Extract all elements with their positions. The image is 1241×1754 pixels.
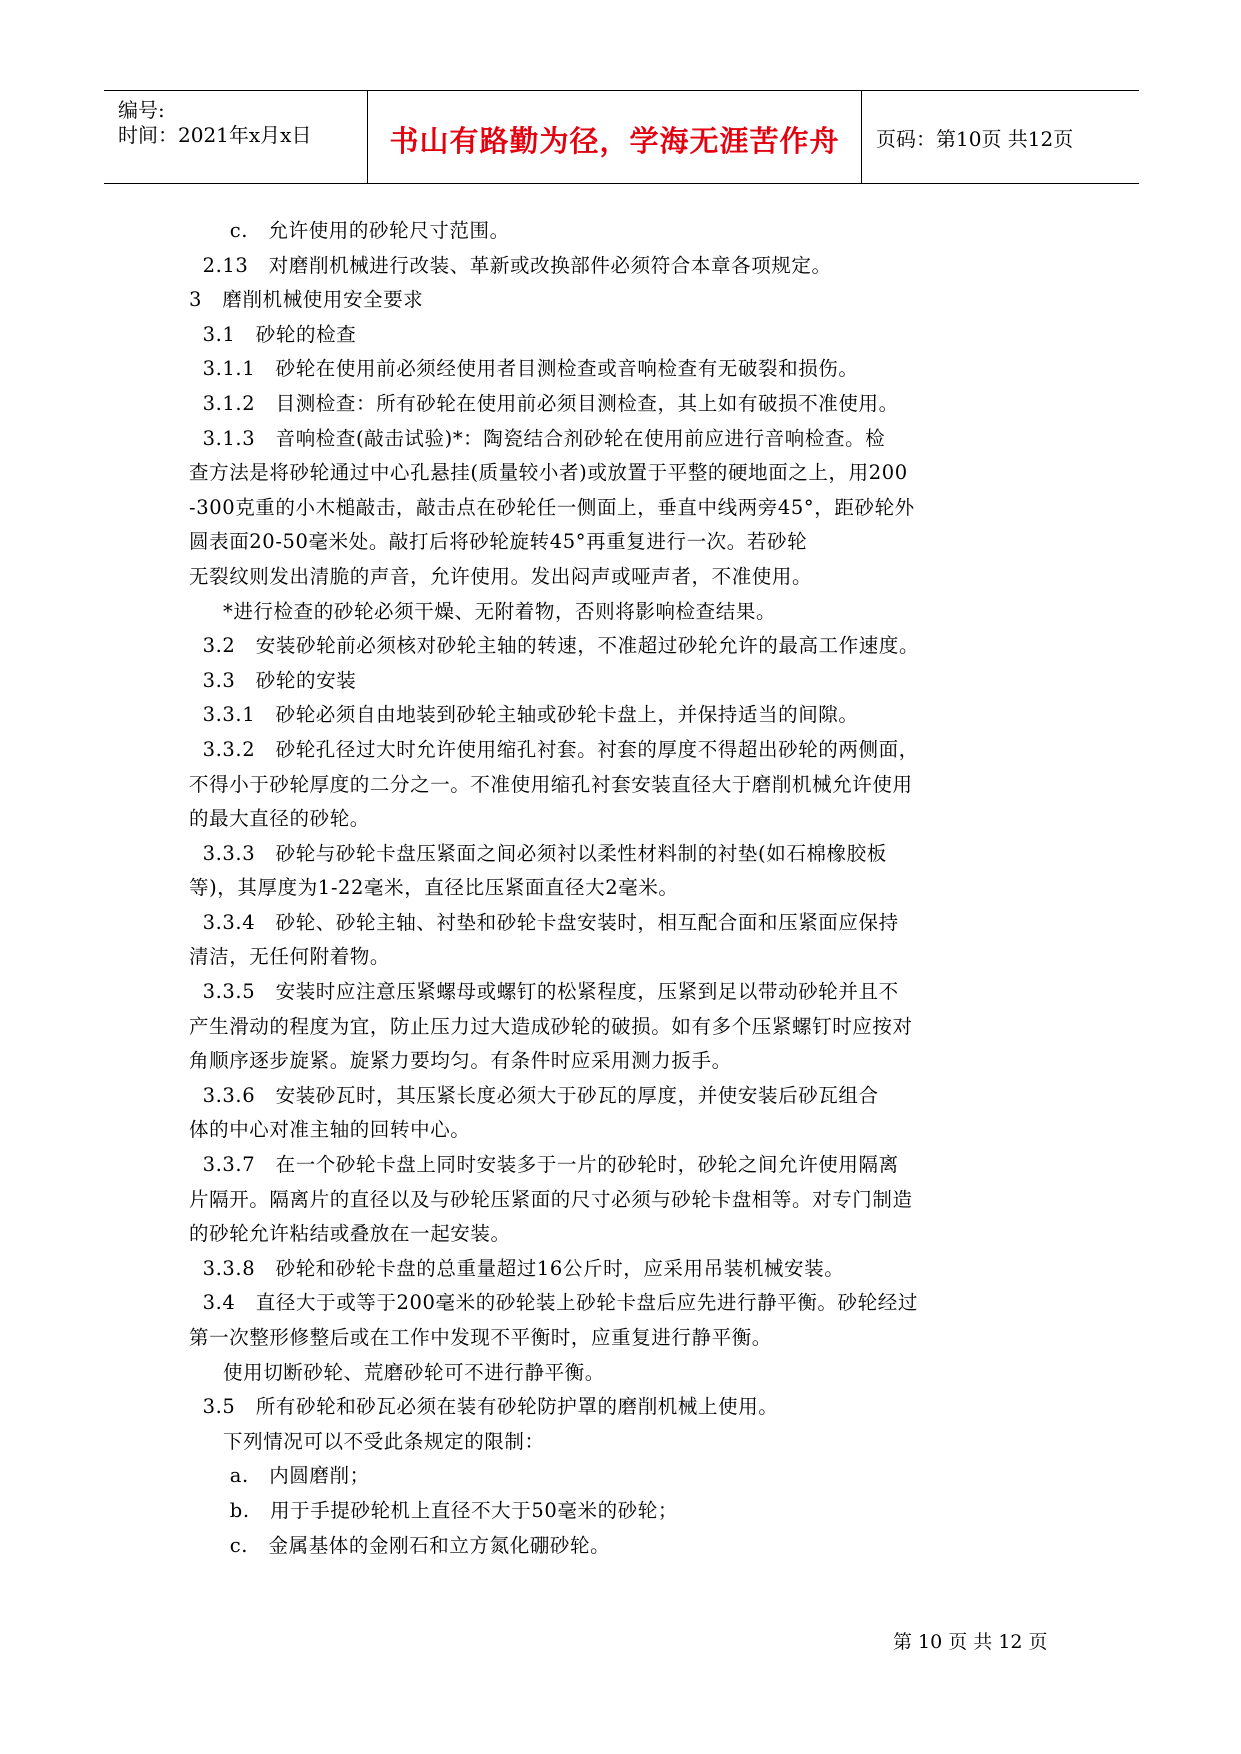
header-middle-cell (368, 91, 862, 183)
body-line: 3.2 安装砂轮前必须核对砂轮主轴的转速，不准超过砂轮允许的最高工作速度。 (189, 634, 920, 658)
body-line: 不得小于砂轮厚度的二分之一。不准使用缩孔衬套安装直径大于磨削机械允许使用 (189, 772, 913, 796)
body-line: 下列情况可以不受此条规定的限制： (189, 1429, 545, 1453)
body-line: c. 允许使用的砂轮尺寸范围。 (189, 219, 510, 242)
body-line: 角顺序逐步旋紧。旋紧力要均匀。有条件时应采用测力扳手。 (189, 1049, 732, 1073)
page-footer: 第 10 页 共 12 页 (893, 1631, 1048, 1653)
body-line: c. 金属基体的金刚石和立方氮化硼砂轮。 (189, 1533, 611, 1557)
body-line: 3.3.8 砂轮和砂轮卡盘的总重量超过16公斤时，应采用吊装机械安装。 (189, 1256, 845, 1280)
body-line: 3.3.3 砂轮与砂轮卡盘压紧面之间必须衬以柔性材料制的衬垫(如石棉橡胶板 (189, 841, 887, 865)
body-line: 片隔开。隔离片的直径以及与砂轮压紧面的尺寸必须与砂轮卡盘相等。对专门制造 (189, 1187, 913, 1211)
body-line: 3.5 所有砂轮和砂瓦必须在装有砂轮防护罩的磨削机械上使用。 (189, 1395, 779, 1419)
body-line: 3.3 砂轮的安装 (189, 668, 357, 692)
body-line: 3.3.1 砂轮必须自由地装到砂轮主轴或砂轮卡盘上，并保持适当的间隙。 (189, 703, 859, 727)
body-line: 使用切断砂轮、荒磨砂轮可不进行静平衡。 (189, 1360, 605, 1384)
document-body (189, 214, 989, 1563)
body-line: 3.3.6 安装砂瓦时，其压紧长度必须大于砂瓦的厚度，并使安装后砂瓦组合 (189, 1083, 879, 1107)
body-line: 产生滑动的程度为宜，防止压力过大造成砂轮的破损。如有多个压紧螺钉时应按对 (189, 1014, 913, 1038)
body-line: 3.3.5 安装时应注意压紧螺母或螺钉的松紧程度，压紧到足以带动砂轮并且不 (189, 980, 899, 1004)
body-line: 3.1 砂轮的检查 (189, 322, 357, 346)
body-line: 2.13 对磨削机械进行改装、革新或改换部件必须符合本章各项规定。 (189, 253, 832, 277)
page-header (104, 90, 1139, 184)
header-page-info: 页码：第10页 共12页 (876, 127, 1074, 151)
body-line: 3.4 直径大于或等于200毫米的砂轮装上砂轮卡盘后应先进行静平衡。砂轮经过 (189, 1291, 918, 1315)
body-line: 清洁，无任何附着物。 (189, 945, 391, 969)
body-line: 3.1.1 砂轮在使用前必须经使用者目测检查或音响检查有无破裂和损伤。 (189, 357, 859, 381)
body-line: 第一次整形修整后或在工作中发现不平衡时，应重复进行静平衡。 (189, 1326, 772, 1349)
body-line: -300克重的小木槌敲击，敲击点在砂轮任一侧面上，垂直中线两旁45°，距砂轮外 (189, 495, 915, 519)
body-line: 的最大直径的砂轮。 (189, 807, 370, 831)
body-line: 3.3.7 在一个砂轮卡盘上同时安装多于一片的砂轮时，砂轮之间允许使用隔离 (189, 1153, 899, 1177)
body-line: 无裂纹则发出清脆的声音，允许使用。发出闷声或哑声者，不准使用。 (189, 564, 813, 588)
body-line: a. 内圆磨削； (189, 1464, 370, 1488)
body-line: 3.1.2 目测检查：所有砂轮在使用前必须目测检查，其上如有破损不准使用。 (189, 391, 899, 415)
body-line: 等)，其厚度为1-22毫米，直径比压紧面直径大2毫米。 (189, 876, 679, 900)
body-line: 查方法是将砂轮通过中心孔悬挂(质量较小者)或放置于平整的硬地面之上，用200 (189, 461, 908, 485)
body-line: 3.3.2 砂轮孔径过大时允许使用缩孔衬套。衬套的厚度不得超出砂轮的两侧面， (189, 737, 919, 761)
motto-text: 书山有路勤为径，学海无涯苦作舟 (389, 124, 840, 158)
body-line: b. 用于手提砂轮机上直径不大于50毫米的砂轮； (189, 1498, 678, 1522)
body-line: 体的中心对准主轴的回转中心。 (189, 1118, 471, 1142)
body-line: 圆表面20-50毫米处。敲打后将砂轮旋转45°再重复进行一次。若砂轮 (189, 530, 808, 554)
header-right-cell (862, 91, 1139, 183)
serial-label: 编号: (118, 98, 165, 122)
time-label: 时间：2021年x月x日 (118, 123, 312, 147)
body-line: 3 磨削机械使用安全要求 (189, 288, 424, 312)
body-line: 3.1.3 音响检查(敲击试验)*：陶瓷结合剂砂轮在使用前应进行音响检查。检 (189, 426, 886, 450)
header-left-cell (104, 91, 368, 183)
body-line: 的砂轮允许粘结或叠放在一起安装。 (189, 1222, 511, 1246)
body-line: 3.3.4 砂轮、砂轮主轴、衬垫和砂轮卡盘安装时，相互配合面和压紧面应保持 (189, 910, 899, 934)
body-line: *进行检查的砂轮必须干燥、无附着物，否则将影响检查结果。 (189, 599, 777, 623)
